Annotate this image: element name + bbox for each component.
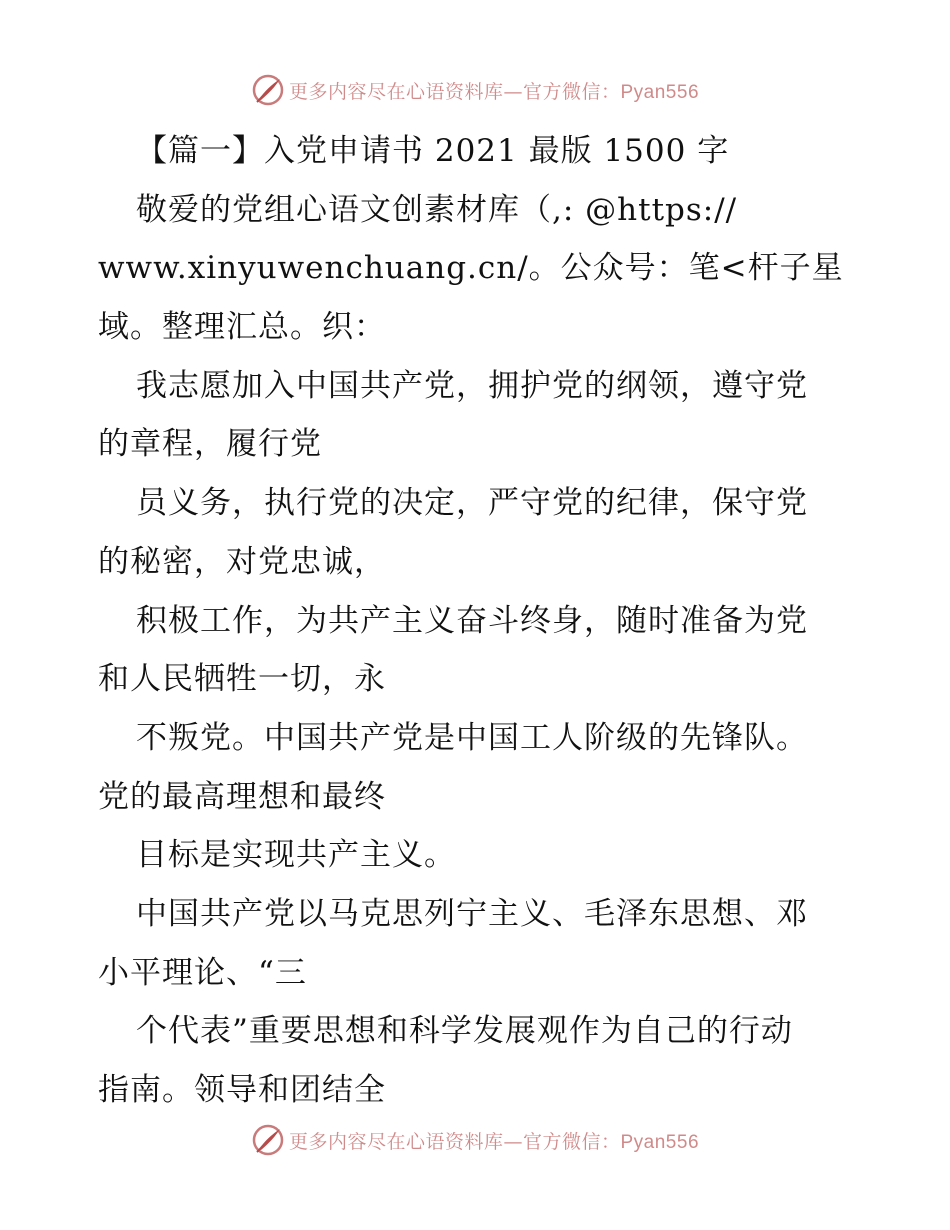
text-line: 个代表”重要思想和科学发展观作为自己的行动 [136,1013,793,1050]
text-line: 敬爱的党组心语文创素材库（,: @https:// [136,191,738,228]
text-line: 积极工作，为共产主义奋斗终身，随时准备为党 [136,602,808,639]
text-line: 指南。领导和团结全 [98,1072,386,1108]
text-line: 我志愿加入中国共产党，拥护党的纲领，遵守党 [136,367,808,404]
watermark-text: 更多内容尽在心语资料库—官方微信：Pyan556 [288,80,700,103]
text-line: 目标是实现共产主义。 [136,837,456,874]
document-title: 【篇一】入党申请书 2021 最版 1500 字 [136,133,730,169]
wechat-id: Pyan556 [620,1131,700,1153]
text-line: 和人民牺牲一切，永 [98,661,386,698]
quill-pen-logo-icon [251,1123,285,1157]
quill-pen-logo-icon [251,73,285,107]
text-line: 党的最高理想和最终 [98,778,386,815]
text-line: www.xinyuwenchuang.cn/。公众号：笔<杆子星 [98,250,844,287]
text-line: 域。整理汇总。织： [98,309,386,346]
footer-watermark-banner [0,1120,950,1160]
text-line: 员义务，执行党的决定，严守党的纪律，保守党 [136,485,808,522]
text-line: 小平理论、“三 [98,954,307,991]
header-watermark-banner [0,70,950,110]
wechat-id: Pyan556 [620,81,700,103]
text-line: 不叛党。中国共产党是中国工人阶级的先锋队。 [136,719,808,756]
text-line: 的秘密，对党忠诚， [98,543,386,580]
watermark-text: 更多内容尽在心语资料库—官方微信：Pyan556 [288,1130,700,1153]
document-body [98,122,858,1120]
text-line: 的章程，履行党 [98,426,322,463]
text-line: 中国共产党以马克思列宁主义、毛泽东思想、邓 [136,895,808,932]
